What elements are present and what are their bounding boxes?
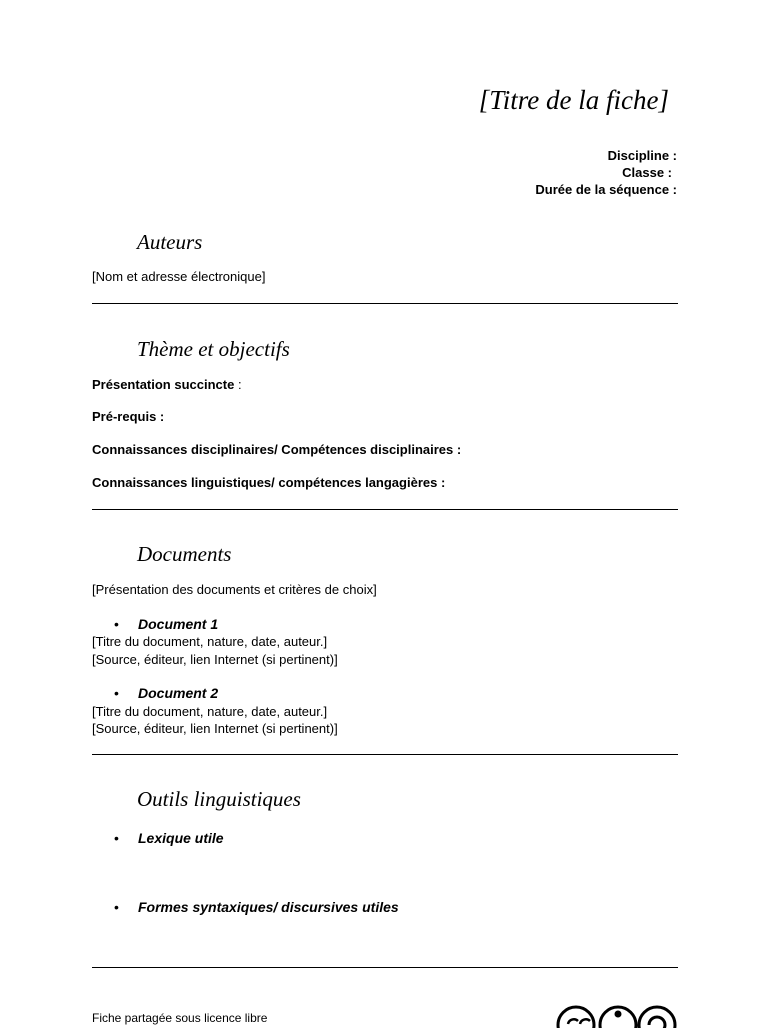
footer-license-text: Fiche partagée sous licence libre [92,1011,268,1025]
documents-intro: [Présentation des documents et critères de choix] [92,582,377,597]
bullet-icon: • [114,616,119,632]
document-2-line1: [Titre du document, nature, date, auteur.] [92,704,328,719]
connaissances-linguistiques-label: Connaissances linguistiques/ compétences langagières : [92,475,446,490]
outils-item-formes: Formes syntaxiques/ discursives utiles [138,899,399,915]
bullet-icon: • [114,685,119,701]
section-divider [92,967,678,968]
section-heading-outils: Outils linguistiques [137,787,301,811]
header-meta [535,147,677,198]
section-heading-auteurs: Auteurs [137,230,203,254]
section-heading-theme: Thème et objectifs [137,337,290,361]
document-2-title: Document 2 [138,685,219,701]
document-1-title: Document 1 [138,616,219,632]
bullet-icon: • [114,899,119,915]
bullet-icon: • [114,830,119,846]
duree-label: Durée de la séquence : [535,182,677,197]
document-2-line2: [Source, éditeur, lien Internet (si pertinent)] [92,721,338,736]
document-title: [Titre de la fiche] [478,85,669,115]
section-heading-documents: Documents [137,542,232,566]
section-divider [92,303,678,304]
section-divider [92,754,678,755]
classe-label: Classe : [622,165,672,180]
presentation-colon: : [234,377,242,392]
connaissances-disciplinaires-label: Connaissances disciplinaires/ Compétences disciplinaires : [92,442,462,457]
section-divider [92,509,678,510]
document-1-line2: [Source, éditeur, lien Internet (si pertinent)] [92,652,338,667]
cc-by-sa-license-icon [556,1004,680,1028]
auteurs-text: [Nom et adresse électronique] [92,269,266,284]
document-1-line1: [Titre du document, nature, date, auteur.] [92,634,328,649]
presentation-label: Présentation succincte [92,377,235,392]
discipline-label: Discipline : [607,148,677,163]
prerequis-label: Pré-requis : [92,409,165,424]
outils-item-lexique: Lexique utile [138,830,224,846]
presentation-line [92,376,242,394]
